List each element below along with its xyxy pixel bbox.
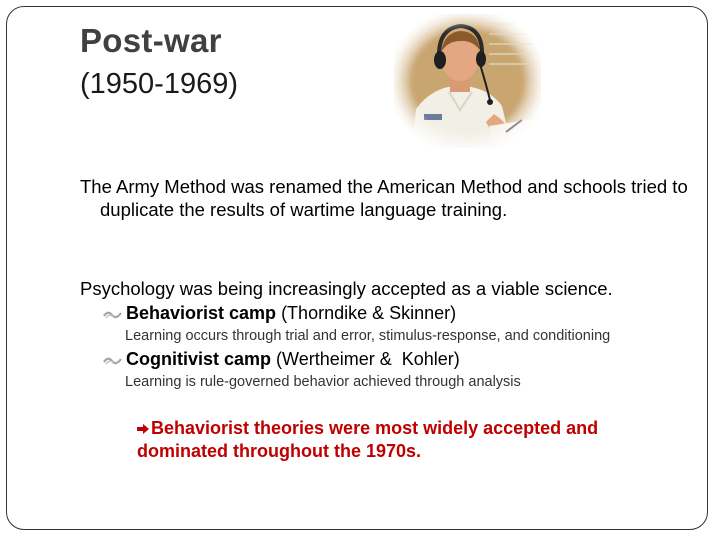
- soldier-headset-photo: [394, 14, 541, 148]
- bullet-cognitivist-label: Cognitivist camp: [126, 349, 272, 369]
- bullet-behaviorist: [102, 303, 456, 324]
- cognitivist-description: Learning is rule-governed behavior achieved through analysis: [125, 374, 521, 390]
- behaviorist-description: Learning occurs through trial and error, stimulus-response, and conditioning: [125, 328, 611, 344]
- bullet-behaviorist-label: Behaviorist camp: [126, 303, 277, 323]
- paragraph-psychology: Psychology was being increasingly accepted as a viable science.: [80, 278, 613, 299]
- paragraph-army-method: The Army Method was renamed the American Method and schools tried to duplicate the results of wartime language training.: [80, 176, 688, 220]
- slide-title: Post-war: [80, 22, 222, 59]
- bullet-cognitivist-names: (Wertheimer & Kohler): [271, 349, 460, 369]
- wavy-bullet-icon: [102, 353, 124, 367]
- conclusion-callout: [137, 417, 667, 463]
- bullet-behaviorist-names: (Thorndike & Skinner): [276, 303, 457, 323]
- slide-subtitle: (1950-1969): [80, 68, 238, 100]
- bullet-cognitivist: [102, 349, 460, 370]
- conclusion-text: Behaviorist theories were most widely accepted and dominated throughout the 1970s.: [137, 418, 599, 461]
- wavy-bullet-icon: [102, 307, 124, 321]
- right-arrow-icon: [137, 423, 149, 435]
